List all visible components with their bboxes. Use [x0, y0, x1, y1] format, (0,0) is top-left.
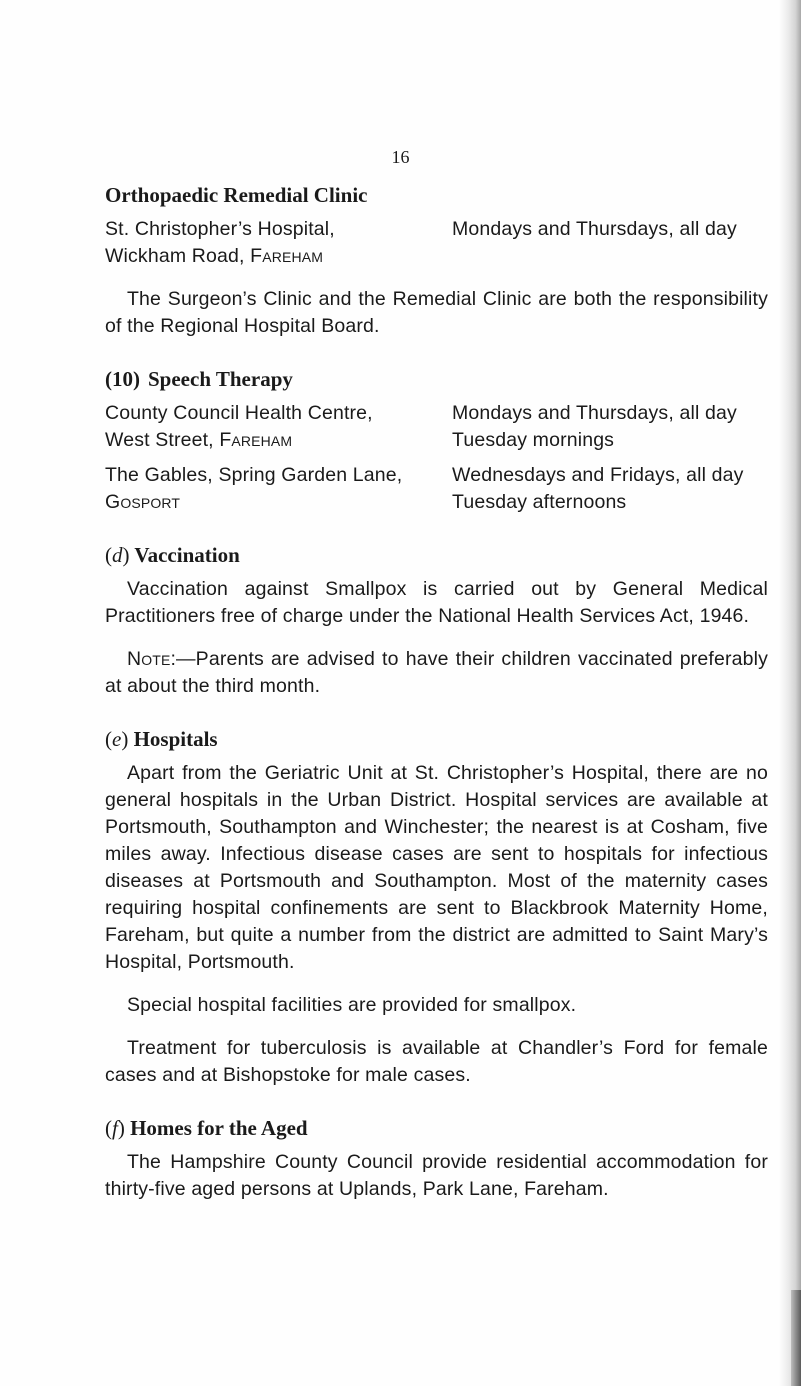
vaccination-title: Vaccination — [134, 543, 240, 567]
speech-centre-2-schedule — [452, 462, 768, 516]
speech-centre-1-town: Fareham — [219, 429, 293, 451]
speech-centre-1-schedule-2: Tuesday mornings — [452, 429, 615, 451]
orthopaedic-town: Fareham — [250, 245, 324, 267]
vaccination-letter: d — [112, 543, 123, 567]
vaccination-paragraph: Vaccination against Smallpox is carried out by General Medical Practitioners free of charge under the National Health Services Act, 1946. — [105, 578, 768, 627]
hospitals-heading: (e) Hospitals — [105, 727, 218, 751]
page-content — [105, 182, 768, 1203]
speech-centre-1-schedule — [452, 400, 768, 454]
orthopaedic-schedule: Mondays and Thursdays, all day — [452, 218, 737, 240]
speech-centre-1-street: West Street, — [105, 429, 214, 451]
vaccination-note-text: :—Parents are advised to have their children vaccinated preferably at about the third month. — [105, 648, 768, 697]
vaccination-note — [105, 646, 768, 700]
page-edge-shadow — [779, 0, 801, 1386]
speech-therapy-section — [105, 366, 768, 516]
hospitals-paragraph-2: Special hospital facilities are provided for smallpox. — [127, 994, 577, 1016]
speech-centre-2-town: Gosport — [105, 491, 181, 513]
hospitals-paragraph-3: Treatment for tuberculosis is available at Chandler’s Ford for female cases and at Bishopstoke for male cases. — [105, 1037, 768, 1086]
orthopaedic-note: The Surgeon’s Clinic and the Remedial Clinic are both the responsibility of the Regional Hospital Board. — [105, 288, 768, 337]
speech-centre-1 — [105, 400, 768, 454]
page-edge-binding — [791, 1290, 801, 1386]
speech-centre-2 — [105, 462, 768, 516]
speech-centre-2-schedule-2: Tuesday afternoons — [452, 491, 627, 513]
vaccination-note-label: Note — [127, 648, 171, 670]
homes-aged-heading: (f) Homes for the Aged — [105, 1116, 308, 1140]
speech-therapy-heading — [105, 366, 768, 392]
hospitals-paragraph-1: Apart from the Geriatric Unit at St. Christopher’s Hospital, there are no general hospitals in the Urban District. Hospital services are available at Portsmouth, Southampton and Winchester; the nearest is at Cosham, five miles away. Infectious disease cases are sent to hospitals for infectious diseases at Portsmouth and Southampton. Most of the maternity cases requiring hospital confinements are sent to Blackbrook Maternity Home, Fareham, but quite a number from the district are admitted to Saint Mary’s Hospital, Portsmouth. — [105, 762, 768, 973]
homes-aged-letter: f — [112, 1116, 118, 1140]
orthopaedic-section — [105, 182, 768, 340]
homes-aged-title: Homes for the Aged — [130, 1116, 308, 1140]
orthopaedic-row — [105, 216, 768, 270]
vaccination-section — [105, 542, 768, 700]
speech-therapy-title: Speech Therapy — [148, 367, 293, 391]
orthopaedic-heading: Orthopaedic Remedial Clinic — [105, 183, 368, 207]
speech-centre-1-address — [105, 400, 440, 454]
orthopaedic-address — [105, 216, 440, 270]
hospitals-letter: e — [112, 727, 122, 751]
homes-aged-section — [105, 1115, 768, 1203]
speech-therapy-number: (10) — [105, 367, 140, 391]
speech-centre-1-line1: County Council Health Centre, — [105, 402, 373, 424]
orthopaedic-address-line1: St. Christopher’s Hospital, — [105, 218, 335, 240]
homes-aged-paragraph: The Hampshire County Council provide residential accommodation for thirty-five aged persons at Uplands, Park Lane, Fareham. — [105, 1151, 768, 1200]
vaccination-heading: (d) Vaccination — [105, 543, 240, 567]
page-number: 16 — [391, 147, 410, 167]
orthopaedic-street: Wickham Road, — [105, 245, 245, 267]
speech-centre-2-address — [105, 462, 440, 516]
speech-centre-2-schedule-1: Wednesdays and Fridays, all day — [452, 464, 744, 486]
hospitals-title: Hospitals — [133, 727, 218, 751]
orthopaedic-address-line2 — [105, 243, 440, 270]
speech-centre-2-line1: The Gables, Spring Garden Lane, — [105, 464, 403, 486]
hospitals-section — [105, 726, 768, 1089]
speech-centre-1-line2 — [105, 427, 440, 454]
speech-centre-1-schedule-1: Mondays and Thursdays, all day — [452, 402, 737, 424]
